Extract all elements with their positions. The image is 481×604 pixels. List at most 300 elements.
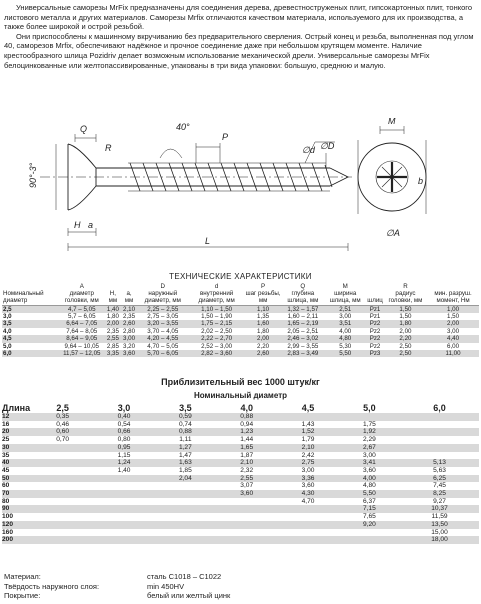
weight-cell: 1,24 — [93, 459, 154, 467]
spec-cell: 2,25 – 2,55 — [137, 305, 189, 313]
weight-row — [2, 459, 479, 467]
weight-cell: 16 — [2, 420, 10, 428]
weight-cell — [32, 505, 93, 513]
weight-cell — [32, 482, 93, 490]
weight-header-cell: 4,0 — [240, 402, 253, 413]
weight-cell: 0,40 — [93, 413, 154, 421]
spec-cell: 2,46 – 3,02 — [282, 335, 325, 342]
spec-cell: 1,35 — [257, 313, 270, 321]
spec-cell: 1,50 — [447, 313, 460, 321]
intro-paragraph-1: Универсальные саморезы MrFix предназначены для соединения дерева, древестноструженых плит, гипсокартонных плит, тонкого листового металла и других материалов. Саморезы Mrfix отличаются качеством материала, используемого для их производства, а также более широкой и острой резьбой. — [4, 3, 473, 32]
weight-cell: 80 — [2, 497, 10, 505]
spec-cell: 9,64 – 10,05 — [64, 342, 99, 350]
weight-row — [2, 536, 479, 544]
weight-cell: 1,44 — [240, 436, 254, 444]
weight-row — [2, 482, 479, 490]
spec-cell: 4,0 — [3, 327, 12, 335]
label-h: H — [74, 220, 81, 230]
weight-cell — [277, 529, 338, 537]
weight-cell — [32, 529, 93, 537]
weight-cell — [216, 529, 277, 537]
spec-header-symbol: A — [79, 283, 84, 290]
label-big-a: ∅A — [386, 228, 400, 238]
weight-cell — [155, 482, 216, 490]
weight-cell: 70 — [2, 490, 32, 498]
weight-cell: 6,37 — [362, 497, 376, 505]
spec-cell: Pz2 — [366, 335, 384, 342]
weight-cell — [32, 475, 93, 483]
spec-cell: 2,99 – 3,55 — [287, 342, 319, 350]
weight-cell — [155, 536, 216, 544]
coating-row — [4, 591, 230, 601]
label-angle: 40° — [176, 122, 190, 132]
weight-cell: 1,11 — [179, 436, 192, 444]
weight-cell: 1,52 — [277, 428, 338, 436]
spec-header-cell: H, мм — [105, 290, 121, 305]
spec-cell: 2,50 — [399, 342, 412, 350]
material-row — [4, 572, 230, 582]
weight-cell — [93, 498, 154, 506]
spec-cell: 1,50 – 1,90 — [201, 313, 233, 321]
spec-cell: 3,20 — [123, 342, 136, 350]
weight-cell: 1,65 — [216, 444, 277, 452]
spec-cell: 6,0 — [2, 350, 59, 357]
spec-cell: 1,75 – 2,15 — [189, 320, 245, 327]
weight-cell — [93, 475, 154, 483]
weight-subtitle: Номинальный диаметр — [194, 391, 287, 400]
weight-cell: 0,35 — [32, 413, 93, 421]
weight-cell: 160 — [2, 528, 14, 536]
spec-header-symbol — [366, 283, 384, 290]
spec-header-cell: Номинальный диаметр — [2, 290, 59, 305]
spec-row — [2, 328, 479, 335]
weight-cell: 30 — [2, 444, 32, 452]
label-r: R — [105, 143, 112, 153]
spec-header-top-row — [2, 283, 479, 290]
spec-cell: 2,85 — [106, 342, 119, 350]
hardness-key: Твёрдость наружного слоя: — [4, 581, 100, 591]
spec-row — [2, 343, 479, 350]
weight-cell: 1,47 — [178, 451, 192, 459]
weight-row — [2, 444, 479, 452]
spec-cell: Pz2 — [369, 342, 381, 350]
spec-row — [2, 350, 479, 357]
weight-cell: 9,20 — [339, 521, 400, 529]
spec-cell: 2,83 – 3,49 — [282, 350, 325, 357]
weight-cell: 60 — [2, 482, 10, 490]
weight-cell: 0,74 — [178, 420, 192, 428]
weight-cell: 7,15 — [339, 505, 400, 513]
spec-header-cell: глубина шлица, мм — [282, 290, 325, 305]
weight-cell — [400, 421, 479, 429]
spec-cell: 3,60 — [123, 350, 136, 358]
weight-cell — [32, 521, 93, 529]
weight-cell — [93, 513, 154, 521]
spec-cell: 4,00 — [339, 327, 352, 335]
weight-cell: 35 — [2, 451, 10, 459]
spec-cell: 1,80 — [106, 313, 119, 321]
spec-cell: 1,80 — [384, 320, 427, 327]
weight-cell: 5,63 — [433, 466, 446, 474]
spec-cell: 5,30 — [339, 342, 352, 350]
weight-cell — [32, 452, 93, 460]
weight-cell: 2,10 — [277, 444, 338, 452]
spec-cell: Pz1 — [369, 313, 381, 321]
spec-cell: 2,00 — [245, 335, 282, 342]
weight-cell: 1,79 — [301, 436, 315, 444]
spec-cell: 4,40 — [427, 335, 479, 342]
spec-header-cell: мин. разруш. момент, Нм — [427, 290, 479, 305]
spec-cell: Pz1 — [366, 305, 384, 313]
spec-cell: 1,60 — [245, 320, 282, 327]
spec-header-symbol: R — [403, 283, 408, 290]
spec-cell: 6,00 — [447, 342, 460, 350]
weight-cell — [93, 521, 154, 529]
weight-cell: 200 — [2, 536, 32, 544]
spec-cell: 2,80 — [123, 327, 136, 335]
spec-cell: 2,60 — [245, 350, 282, 357]
spec-table — [2, 283, 479, 357]
weight-cell: 0,80 — [117, 436, 131, 444]
weight-cell: 0,88 — [216, 413, 277, 421]
weight-header-cell: 4,5 — [301, 402, 315, 413]
weight-cell — [32, 513, 93, 521]
weight-cell — [400, 444, 479, 452]
weight-cell: 0,94 — [240, 420, 254, 428]
spec-header-cell: наружный диаметр, мм — [137, 290, 189, 305]
spec-header-symbol: D — [160, 283, 166, 290]
spec-cell: 2,60 — [123, 320, 136, 328]
spec-cell: 1,50 — [399, 313, 412, 321]
spec-cell: 2,5 — [2, 305, 59, 313]
weight-cell: 120 — [2, 521, 32, 529]
weight-cell — [32, 490, 93, 498]
weight-cell — [400, 436, 479, 444]
spec-cell: 3,00 — [339, 313, 352, 321]
spec-header-symbol: Q — [300, 283, 306, 290]
spec-cell: 3,0 — [3, 313, 12, 321]
label-b: b — [418, 176, 424, 186]
spec-cell: 6,64 – 7,05 — [59, 320, 105, 327]
weight-row — [2, 436, 479, 444]
spec-row — [2, 320, 479, 327]
spec-cell: 1,40 — [105, 305, 121, 313]
weight-cell: 2,75 — [277, 459, 338, 467]
weight-cell: 2,67 — [339, 444, 400, 452]
spec-header-symbol — [2, 283, 59, 290]
weight-row — [2, 452, 479, 460]
weight-header-cell: 2,5 — [56, 402, 69, 413]
spec-header-row — [2, 290, 479, 305]
weight-cell — [93, 482, 154, 490]
spec-row — [2, 313, 479, 320]
weight-cell: 1,75 — [362, 420, 376, 428]
weight-cell — [93, 490, 154, 498]
weight-cell — [216, 513, 277, 521]
label-a: a — [88, 220, 94, 230]
weight-cell — [400, 428, 479, 436]
spec-cell: 3,20 – 3,55 — [137, 320, 189, 327]
weight-cell: 40 — [2, 459, 32, 467]
spec-cell: 5,70 – 6,05 — [137, 350, 189, 357]
spec-cell: 2,52 – 3,00 — [201, 342, 233, 350]
spec-cell: 2,02 – 2,50 — [201, 327, 233, 335]
weight-cell: 3,07 — [240, 482, 254, 490]
weight-cell: 90 — [2, 505, 32, 513]
material-key: Материал: — [4, 572, 41, 581]
weight-row — [2, 505, 479, 513]
spec-header-cell: внутренний диаметр, мм — [189, 290, 245, 305]
spec-cell: 2,35 — [123, 313, 136, 321]
weight-row — [2, 529, 479, 537]
spec-header-cell: диаметр головки, мм — [59, 290, 105, 305]
spec-cell: 2,50 — [384, 350, 427, 357]
weight-cell: 2,42 — [301, 451, 315, 459]
weight-cell — [155, 490, 216, 498]
weight-cell: 25 — [2, 436, 10, 444]
intro-text — [4, 3, 478, 70]
weight-cell: 2,55 — [216, 475, 277, 483]
weight-cell: 20 — [2, 428, 32, 436]
weight-cell: 1,87 — [240, 451, 254, 459]
weight-cell: 3,60 — [216, 490, 277, 498]
spec-cell: 2,00 — [427, 320, 479, 327]
weight-cell: 3,60 — [301, 482, 315, 490]
spec-cell: 2,75 – 3,05 — [147, 313, 179, 321]
weight-cell — [216, 505, 277, 513]
spec-cell: 1,60 – 2,11 — [287, 313, 319, 321]
weight-cell — [277, 413, 338, 421]
weight-cell: 0,70 — [56, 436, 70, 444]
weight-cell: 1,40 — [117, 466, 131, 474]
spec-header-symbol: M — [342, 283, 348, 290]
weight-cell — [216, 521, 277, 529]
weight-cell: 0,95 — [93, 444, 154, 452]
weight-header-cell: 6,0 — [433, 402, 446, 413]
weight-cell: 2,32 — [240, 466, 254, 474]
hardness-value: min 450HV — [147, 581, 185, 591]
weight-cell: 9,27 — [433, 497, 446, 505]
weight-cell: 2,10 — [216, 459, 277, 467]
weight-row — [2, 490, 479, 498]
weight-cell: 1,15 — [117, 451, 131, 459]
spec-cell: 3,00 — [447, 327, 460, 335]
weight-cell: 6,25 — [400, 475, 479, 483]
spec-cell: 11,57 – 12,05 — [59, 350, 105, 357]
label-l: L — [205, 236, 211, 246]
spec-cell: 1,10 — [245, 305, 282, 313]
weight-cell: 3,36 — [277, 475, 338, 483]
spec-cell: 1,32 – 1,57 — [282, 305, 325, 313]
label-big-d: ∅D — [320, 141, 335, 151]
coating-key: Покрытие: — [4, 591, 41, 600]
spec-header-symbol — [121, 283, 137, 290]
weight-cell: 50 — [2, 475, 32, 483]
weight-cell: 4,30 — [277, 490, 338, 498]
label-p: P — [222, 132, 229, 142]
weight-cell — [93, 529, 154, 537]
spec-cell: 2,10 — [123, 305, 136, 313]
spec-cell: 2,20 — [257, 342, 270, 350]
weight-cell: 45 — [2, 466, 10, 474]
spec-cell: 4,5 — [2, 335, 59, 342]
weight-cell: 3,60 — [362, 466, 376, 474]
weight-cell: 0,46 — [56, 420, 70, 428]
weight-cell — [155, 513, 216, 521]
label-head-angle: 90°-3° — [28, 162, 38, 188]
label-q: Q — [80, 124, 88, 134]
weight-cell: 1,85 — [178, 466, 192, 474]
weight-title: Приблизительный вес 1000 штук/кг — [161, 377, 320, 387]
weight-cell: 11,59 — [431, 513, 448, 521]
spec-cell: 3,5 — [2, 320, 59, 327]
coating-value: белый или желтый цинк — [147, 591, 231, 600]
spec-cell: 3,35 — [105, 350, 121, 357]
spec-cell: 3,00 — [123, 335, 136, 343]
weight-header-cell: 3,0 — [117, 402, 131, 413]
weight-cell: 0,60 — [32, 428, 93, 436]
weight-row — [2, 498, 479, 506]
spec-cell: 1,00 — [427, 305, 479, 313]
spec-cell: 1,50 — [384, 305, 427, 313]
weight-cell — [400, 413, 479, 421]
spec-cell: 2,05 – 2,51 — [287, 327, 319, 335]
weight-cell — [155, 505, 216, 513]
spec-cell: 2,51 — [324, 305, 366, 313]
spec-cell: 1,65 – 2,19 — [282, 320, 325, 327]
spec-cell: 2,82 – 3,60 — [189, 350, 245, 357]
weight-cell: 10,37 — [400, 505, 479, 513]
weight-cell: 1,92 — [339, 428, 400, 436]
weight-cell: 1,27 — [155, 444, 216, 452]
weight-row — [2, 428, 479, 436]
weight-cell: 5,50 — [339, 490, 400, 498]
weight-cell — [277, 521, 338, 529]
weight-cell — [32, 498, 93, 506]
weight-cell: 4,00 — [339, 475, 400, 483]
weight-cell — [339, 413, 400, 421]
weight-cell: 3,00 — [301, 466, 315, 474]
weight-cell: 3,00 — [362, 451, 376, 459]
weight-cell: 5,13 — [400, 459, 479, 467]
weight-cell: 0,54 — [117, 420, 131, 428]
weight-cell — [32, 467, 93, 475]
intro-paragraph-2: Они приспособлены к машинному вкручиванию без предварительного сверления. Острый конец и резьба, выполненная под углом 40, саморезов Mrfix, обеспечивают надёжное и прочное соединение даже при небольшом крутящем моменте. Наличие крестообразного шлица Pozidriv делает возможным использование механической дрели. Универсальные саморезы MrFix белоцинкованные или желтопассивированные, упакованы в три вида упаковки: большую, среднюю и малую. — [4, 31, 474, 70]
weight-cell: 13,50 — [400, 521, 479, 529]
weight-row — [2, 521, 479, 529]
weight-cell: 0,88 — [155, 428, 216, 436]
weight-cell — [93, 505, 154, 513]
weight-cell: 0,66 — [93, 428, 154, 436]
weight-cell: 1,23 — [216, 428, 277, 436]
weight-row — [2, 421, 479, 429]
spec-cell: 2,35 — [106, 327, 119, 335]
spec-cell: 2,55 — [105, 335, 121, 342]
spec-header-cell: радиус головки, мм — [384, 290, 427, 305]
weight-row — [2, 467, 479, 475]
spec-cell: 7,64 – 8,05 — [66, 327, 98, 335]
spec-cell: 4,80 — [324, 335, 366, 342]
weight-cell — [277, 536, 338, 544]
spec-header-cell: шаг резьбы, мм — [245, 290, 281, 305]
spec-row — [2, 305, 479, 313]
weight-cell: 4,70 — [301, 497, 315, 505]
weight-cell: 100 — [2, 513, 14, 521]
spec-title: ТЕХНИЧЕСКИЕ ХАРАКТЕРИСТИКИ — [169, 272, 312, 281]
weight-cell — [93, 536, 154, 544]
spec-header-symbol — [427, 283, 479, 290]
spec-header-symbol: d — [214, 283, 219, 290]
spec-cell: 3,51 — [324, 320, 366, 327]
weight-cell — [155, 498, 216, 506]
weight-cell — [216, 536, 277, 544]
spec-cell: 1,80 — [257, 327, 270, 335]
weight-cell — [155, 521, 216, 529]
weight-cell: 7,65 — [362, 513, 376, 521]
weight-cell — [277, 513, 338, 521]
materials-block — [4, 572, 230, 601]
spec-cell: 1,10 – 1,50 — [189, 305, 245, 313]
spec-cell: 4,7 – 5,05 — [59, 305, 105, 313]
spec-cell: 4,20 – 4,55 — [137, 335, 189, 342]
spec-cell: 2,20 — [384, 335, 427, 342]
weight-row — [2, 513, 479, 521]
weight-cell: 1,43 — [301, 420, 315, 428]
spec-row — [2, 335, 479, 342]
weight-cell: 1,63 — [155, 459, 216, 467]
screw-technical-drawing — [0, 118, 481, 268]
weight-table — [2, 402, 479, 544]
weight-cell: 8,25 — [400, 490, 479, 498]
weight-cell — [339, 536, 400, 544]
weight-header-cell: Длина — [2, 402, 31, 413]
weight-cell: 4,80 — [362, 482, 376, 490]
spec-cell: 4,70 – 5,05 — [147, 342, 179, 350]
spec-cell: 2,00 — [399, 327, 412, 335]
weight-cell — [32, 459, 93, 467]
weight-cell: 7,45 — [433, 482, 446, 490]
weight-header-cell: 5,0 — [363, 402, 376, 413]
spec-cell: Pz2 — [366, 320, 384, 327]
weight-cell: 18,00 — [400, 536, 479, 544]
spec-cell: 2,00 — [105, 320, 121, 327]
spec-cell: Pz2 — [369, 327, 381, 335]
weight-cell: 15,00 — [431, 528, 448, 536]
spec-cell: 2,22 – 2,70 — [189, 335, 245, 342]
spec-cell: 5,7 – 6,05 — [67, 313, 96, 321]
weight-cell — [216, 498, 277, 506]
spec-cell: 5,0 — [3, 342, 12, 350]
spec-header-symbol — [105, 283, 121, 290]
spec-header-cell: ширина шлица, мм — [324, 290, 366, 305]
weight-row — [2, 413, 479, 421]
weight-header-row — [2, 402, 479, 413]
weight-header-cell: 3,5 — [179, 402, 192, 413]
weight-cell: 12 — [2, 413, 32, 421]
weight-cell: 2,29 — [362, 436, 376, 444]
weight-cell: 3,41 — [339, 459, 400, 467]
material-value: сталь C1018 – C1022 — [147, 572, 222, 581]
spec-cell: Pz3 — [366, 350, 384, 357]
weight-cell — [339, 529, 400, 537]
weight-cell: 2,04 — [155, 475, 216, 483]
weight-cell — [277, 505, 338, 513]
weight-cell — [155, 529, 216, 537]
weight-row — [2, 475, 479, 483]
spec-cell: 5,50 — [324, 350, 366, 357]
spec-cell: 3,70 – 4,05 — [147, 327, 179, 335]
spec-header-cell: шлиц — [366, 290, 384, 305]
